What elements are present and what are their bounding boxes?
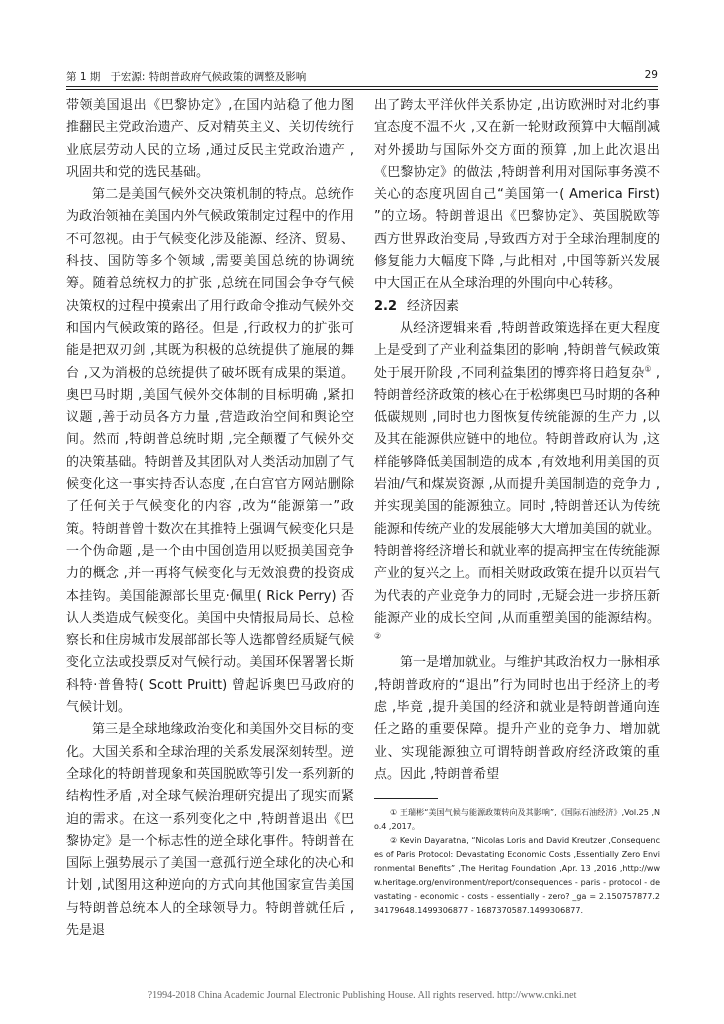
section-title: 经济因素 <box>407 298 460 314</box>
left-paragraph-1: 带领美国退出《巴黎协定》,在国内站稳了他力图推翻民主党政治遗产、反对精英主义、关切传统行业底层劳动人民的立场 ,通过反民主党政治遗产 ,巩固共和党的选民基础。 <box>66 98 354 180</box>
header-rule-thin <box>66 89 658 90</box>
footnote-ref-1[interactable]: ① <box>644 364 652 374</box>
right-paragraph-3: 第一是增加就业。与维护其政治权力一脉相承 ,特朗普政府的“退出”行为同时也出于经济上的考虑 ,毕竟 ,提升美国的经济和就业是特朗普通向连任之路的重要保障。提升产业的竞争力、增加就业、实现能源独立可谓特朗普政府经济政策的重点。因此 ,特朗普希望 <box>374 655 661 782</box>
header-issue-author <box>66 69 306 84</box>
footnote-2: ② Kevin Dayaratna, “Nicolas Loris and David Kreutzer ,Consequences of Paris Protocol: Devastating Economic Costs ,Essentially Zero Environmental Benefits” ,The Heritag Foundation ,Apr. 13 ,2016 ,http://www.heritage.org/environment/report/consequences - paris - protocol - devastating - economic - costs - essentially - zero? _ga = 2.150757877.234179648.1499306877 - 1687370587.1499306877. <box>374 836 660 915</box>
right-column <box>374 95 660 786</box>
author-title: 于宏源: 特朗普政府气候政策的调整及影响 <box>110 71 307 83</box>
para2-part-b: ,特朗普经济政策的核心在于松绑奥巴马时期的各种低碳规则 ,同时也力图恢复传统能源的生产力 ,以及其在能源供应链中的地位。特朗普政府认为 ,这样能够降低美国制造的成本 ,有效地利用美国的页岩油/气和煤炭资源 ,从而提升美国制造的竞争力 ,并实现美国的能源独立。同时 ,特朗普还认为传统能源和传统产业的发展能够大大增加美国的就业。特朗普将经济增长和就业率的提高押宝在传统能源产业的复兴之上。而相关财政政策在提升以页岩气为代表的产业竞争力的同时 ,无疑会进一步挤压新能源产业的成长空间 ,从而重塑美国的能源结构。 <box>374 365 661 626</box>
footnotes <box>374 806 660 918</box>
issue-label: 第 1 期 <box>66 71 101 83</box>
footnote-rule <box>374 798 438 799</box>
right-paragraph-2 <box>374 318 660 652</box>
running-header <box>66 66 658 88</box>
header-rule-thick <box>66 86 658 87</box>
left-paragraph-2: 第二是美国气候外交决策机制的特点。总统作为政治领袖在美国内外气候政策制定过程中的作用不可忽视。由于气候变化涉及能源、经济、贸易、科技、国防等多个领域 ,需要美国总统的协调统筹。随着总统权力的扩张 ,总统在同国会争夺气候决策权的过程中摸索出了用行政命令推动气候外交和国内气候政策的路径。但是 ,行政权力的扩张可能是把双刃剑 ,其既为积极的总统提供了施展的舞台 ,又为消极的总统提供了破坏既有成果的渠道。奥巴马时期 ,美国气候外交体制的目标明确 ,紧扣议题 ,善于动员各方力量 ,营造政治空间和舆论空间。然而 ,特朗普总统时期 ,完全颠覆了气候外交的决策基础。特朗普及其团队对人类活动加剧了气候变化这一事实持否认态度 ,在白宫官方网站删除了任何关于气候变化的内容 ,改为“能源第一”政策。特朗普曾十数次在其推特上强调气候变化只是一个伪命题 ,是一个由中国创造用以贬损美国竞争力的概念 ,并一再将气候变化与无效浪费的投资成本挂钩。美国能源部长里克·佩里( Rick Perry) 否认人类造成气候变化。美国中央情报局局长、总检察长和住房城市发展部部长等人选都曾经质疑气候变化立法或投票反对气候行动。美国环保署署长斯科特·普鲁特( Scott Pruitt) 曾起诉奥巴马政府的气候计划。 <box>66 187 354 716</box>
para2-part-a: 从经济逻辑来看 ,特朗普政策选择在更大程度上是受到了产业利益集团的影响 ,特朗普气候政策处于展开阶段 ,不同利益集团的博弈将日趋复杂 <box>374 320 660 381</box>
page-number: 29 <box>644 69 658 81</box>
left-column <box>66 95 354 942</box>
footnote-ref-2[interactable]: ② <box>374 631 382 641</box>
left-paragraph-3: 第三是全球地缘政治变化和美国外交目标的变化。大国关系和全球治理的关系发展深刻转型。逆全球化的特朗普现象和英国脱欧等引发一系列新的结构性矛盾 ,对全球气候治理研究提出了现实而紧迫的需求。在这一系列变化之中 ,特朗普退出《巴黎协定》是一个标志性的逆全球化事件。特朗普在国际上强势展示了美国一意孤行逆全球化的决心和计划 ,试图用这种逆向的方式向其他国家宣告美国与特朗普总统本人的全球领导力。特朗普就任后 ,先是退 <box>66 722 354 938</box>
right-paragraph-1: 出了跨太平洋伙伴关系协定 ,出访欧洲时对北约事宜态度不温不火 ,又在新一轮财政预算中大幅削减对外援助与国际外交方面的预算 ,加上此次退出《巴黎协定》的做法 ,特朗普利用对国际事务漠不关心的态度巩固自己“美国第一( America First) ”的立场。特朗普退出《巴黎协定》、英国脱欧等西方世界政治变局 ,导致西方对于全球治理制度的修复能力大幅度下降 ,与此相对 ,中国等新兴发展中大国正在从全球治理的外围向中心转移。 <box>374 98 660 292</box>
section-heading <box>374 296 660 318</box>
footnote-1: ① 王瑞彬“美国气候与能源政策转向及其影响”,《国际石油经济》,Vol.25 ,No.4 ,2017。 <box>374 808 660 831</box>
copyright-footer: ?1994-2018 China Academic Journal Electronic Publishing House. All rights reserved. http://www.cnki.net <box>147 990 577 1001</box>
section-number: 2.2 <box>374 298 398 314</box>
